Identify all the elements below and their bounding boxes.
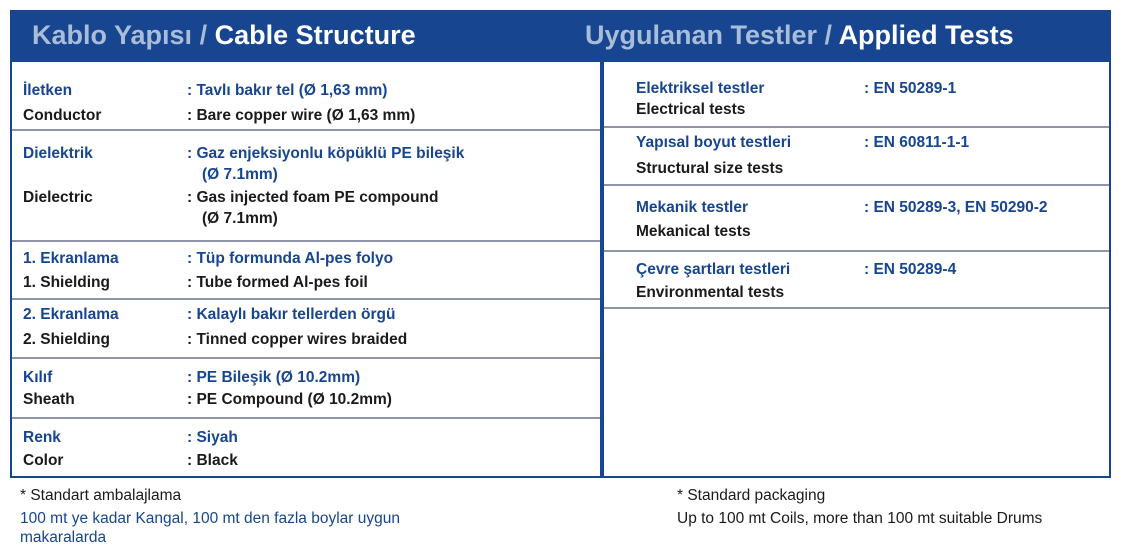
- structure-value-en: : PE Compound (Ø 10.2mm): [187, 391, 392, 408]
- test-label-tr: Yapısal boyut testleri: [636, 134, 792, 151]
- structure-value-en: : Tube formed Al-pes foil: [187, 274, 368, 291]
- test-row-structural-size: [604, 128, 1109, 186]
- structure-row-color: [12, 419, 600, 476]
- test-row-environmental: [604, 252, 1109, 309]
- packaging-note-en-line: Up to 100 mt Coils, more than 100 mt suitable Drums: [677, 510, 1043, 527]
- structure-row-dielectric: [12, 131, 600, 242]
- structure-label-tr: 2. Ekranlama: [23, 306, 119, 323]
- structure-label-tr: Renk: [23, 429, 61, 446]
- packaging-note-tr-line-cont: makaralarda: [20, 529, 107, 546]
- structure-label-tr: Kılıf: [23, 369, 53, 386]
- structure-value-tr: : PE Bileşik (Ø 10.2mm): [187, 369, 361, 386]
- cable-structure-panel: [10, 60, 602, 478]
- header-band: [10, 10, 1111, 60]
- structure-value-tr: : Tavlı bakır tel (Ø 1,63 mm): [187, 82, 388, 99]
- cable-structure-title: [32, 10, 416, 60]
- structure-value-tr: : Tüp formunda Al-pes folyo: [187, 250, 394, 267]
- structure-label-tr: İletken: [23, 82, 73, 99]
- structure-value-tr: : Gaz enjeksiyonlu köpüklü PE bileşik: [187, 145, 465, 162]
- structure-label-tr: 1. Ekranlama: [23, 250, 119, 267]
- test-standard: : EN 50289-3, EN 50290-2: [864, 199, 1048, 216]
- packaging-note-en-title: * Standard packaging: [677, 487, 826, 504]
- structure-value-en: : Bare copper wire (Ø 1,63 mm): [187, 107, 416, 124]
- structure-row-sheath: [12, 359, 600, 419]
- test-label-tr: Çevre şartları testleri: [636, 261, 791, 278]
- applied-tests-title-tr: Uygulanan Testler /: [585, 20, 839, 50]
- test-label-en: Mekanical tests: [636, 223, 751, 240]
- structure-label-tr: Dielektrik: [23, 145, 93, 162]
- structure-label-en: 1. Shielding: [23, 274, 110, 291]
- structure-value-en-cont: (Ø 7.1mm): [202, 210, 278, 227]
- test-label-en: Structural size tests: [636, 160, 784, 177]
- packaging-note-tr-title: * Standart ambalajlama: [20, 487, 182, 504]
- test-label-tr: Elektriksel testler: [636, 80, 765, 97]
- applied-tests-title-en: Applied Tests: [838, 20, 1014, 50]
- structure-label-en: Color: [23, 452, 64, 469]
- packaging-note-tr-line: 100 mt ye kadar Kangal, 100 mt den fazla boylar uygun: [20, 510, 400, 527]
- structure-value-en: : Gas injected foam PE compound: [187, 189, 439, 206]
- test-row-mechanical: [604, 186, 1109, 252]
- structure-value-tr-cont: (Ø 7.1mm): [202, 166, 278, 183]
- applied-tests-panel: [602, 60, 1111, 478]
- cable-structure-title-tr: Kablo Yapısı /: [32, 20, 215, 50]
- test-label-en: Electrical tests: [636, 101, 746, 118]
- test-label-en: Environmental tests: [636, 284, 785, 301]
- structure-label-en: 2. Shielding: [23, 331, 110, 348]
- structure-label-en: Dielectric: [23, 189, 93, 206]
- structure-row-shielding-2: [12, 300, 600, 359]
- structure-row-shielding-1: [12, 242, 600, 300]
- structure-value-en: : Tinned copper wires braided: [187, 331, 408, 348]
- test-standard: : EN 50289-1: [864, 80, 957, 97]
- structure-label-en: Sheath: [23, 391, 75, 408]
- structure-value-en: : Black: [187, 452, 238, 469]
- test-standard: : EN 60811-1-1: [864, 134, 970, 151]
- structure-label-en: Conductor: [23, 107, 102, 124]
- applied-tests-title: [585, 10, 1014, 60]
- test-label-tr: Mekanik testler: [636, 199, 748, 216]
- structure-value-tr: : Kalaylı bakır tellerden örgü: [187, 306, 396, 323]
- structure-row-conductor: [12, 62, 600, 131]
- test-row-electrical: [604, 62, 1109, 128]
- structure-value-tr: : Siyah: [187, 429, 238, 446]
- test-standard: : EN 50289-4: [864, 261, 957, 278]
- cable-structure-title-en: Cable Structure: [214, 20, 416, 50]
